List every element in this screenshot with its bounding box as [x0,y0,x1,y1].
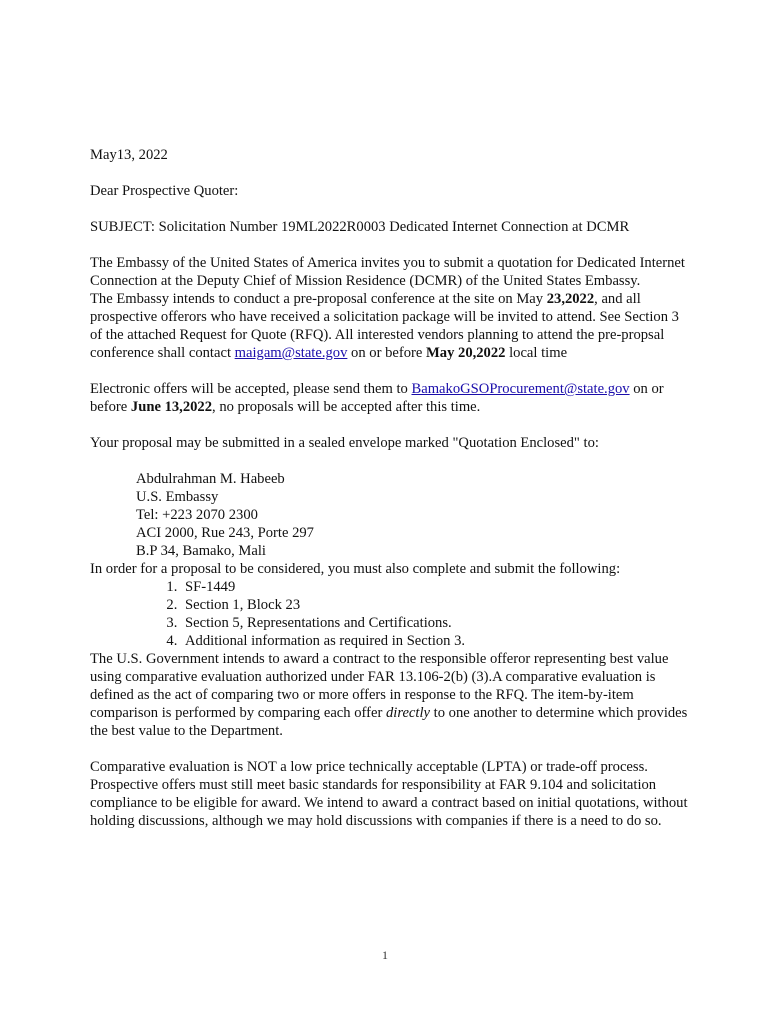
intro-paragraph: The Embassy of the United States of America invites you to submit a quotation for Dedicated Internet Connection at the Deputy Chief of Mission Residence (DCMR) of the United States Embassy. [90,255,685,289]
address-line: U.S. Embassy [136,489,219,505]
award-text-2: to one another to determine which provides the best value to the Department. [90,705,688,739]
mailing-address [90,470,690,560]
submission-deadline: June 13,2022 [130,399,213,415]
conference-paragraph [90,290,690,362]
requirements-list [90,578,690,650]
conference-text-1: The Embassy intends to conduct a pre-proposal conference at the site on May [90,291,547,307]
comparative-evaluation-paragraph: Comparative evaluation is NOT a low price technically acceptable (LPTA) or trade-off process. Prospective offers must still meet basic standards for responsibility at FAR 9.104 and solicitation compliance to be eligible for award. We intend to award a contract based on initial quotations, without holding discussions, although we may hold discussions with companies if there is a need to do so. [90,759,688,829]
conference-date: 23,2022 [546,291,595,307]
address-line: Abdulrahman M. Habeeb [136,471,285,487]
electronic-text-3: , no proposals will be accepted after this time. [212,399,481,415]
conference-text-2: , and all prospective offerors who have received a solicitation package will be invited to attend. See Section 3 of the attached Request for Quote (RFQ). All interested vendors planning to attend the pre-propsal conference shall contact [90,291,679,361]
letter-date: May13, 2022 [90,147,168,163]
conference-text-4: local time [505,345,568,361]
award-emphasis: directly [385,705,430,721]
salutation: Dear Prospective Quoter: [90,183,239,199]
contact-email-link[interactable]: maigam@state.gov [234,345,348,361]
page-number: 1 [382,948,388,962]
sealed-envelope-paragraph: Your proposal may be submitted in a sealed envelope marked "Quotation Enclosed" to: [90,435,599,451]
requirement-item: 1. SF-1449 [181,578,690,596]
electronic-offers-paragraph [90,380,690,416]
award-paragraph [90,650,690,740]
address-line: Tel: +223 2070 2300 [136,507,258,523]
address-line: B.P 34, Bamako, Mali [136,543,266,559]
electronic-text-2: on or before [90,381,664,415]
requirements-intro: In order for a proposal to be considered, you must also complete and submit the following: [90,561,621,577]
requirement-item: 4. Additional information as required in Section 3. [181,632,690,650]
subject-line: SUBJECT: Solicitation Number 19ML2022R0003 Dedicated Internet Connection at DCMR [90,219,630,235]
letter-body [90,146,690,830]
award-text-1: The U.S. Government intends to award a contract to the responsible offeror representing best value using comparative evaluation authorized under FAR 13.106-2(b) (3).A comparative evaluation is defined as the act of comparing two or more offers in response to the RFQ. The item-by-item comparison is performed by comparing each offer [90,651,669,721]
procurement-email-link[interactable]: BamakoGSOProcurement@state.gov [411,381,630,397]
requirement-item: 2. Section 1, Block 23 [181,596,690,614]
electronic-text-1: Electronic offers will be accepted, please send them to [90,381,412,397]
conference-text-3: on or before [347,345,426,361]
rsvp-deadline: May 20,2022 [426,345,506,361]
requirement-item: 3. Section 5, Representations and Certifications. [181,614,690,632]
address-line: ACI 2000, Rue 243, Porte 297 [136,525,314,541]
